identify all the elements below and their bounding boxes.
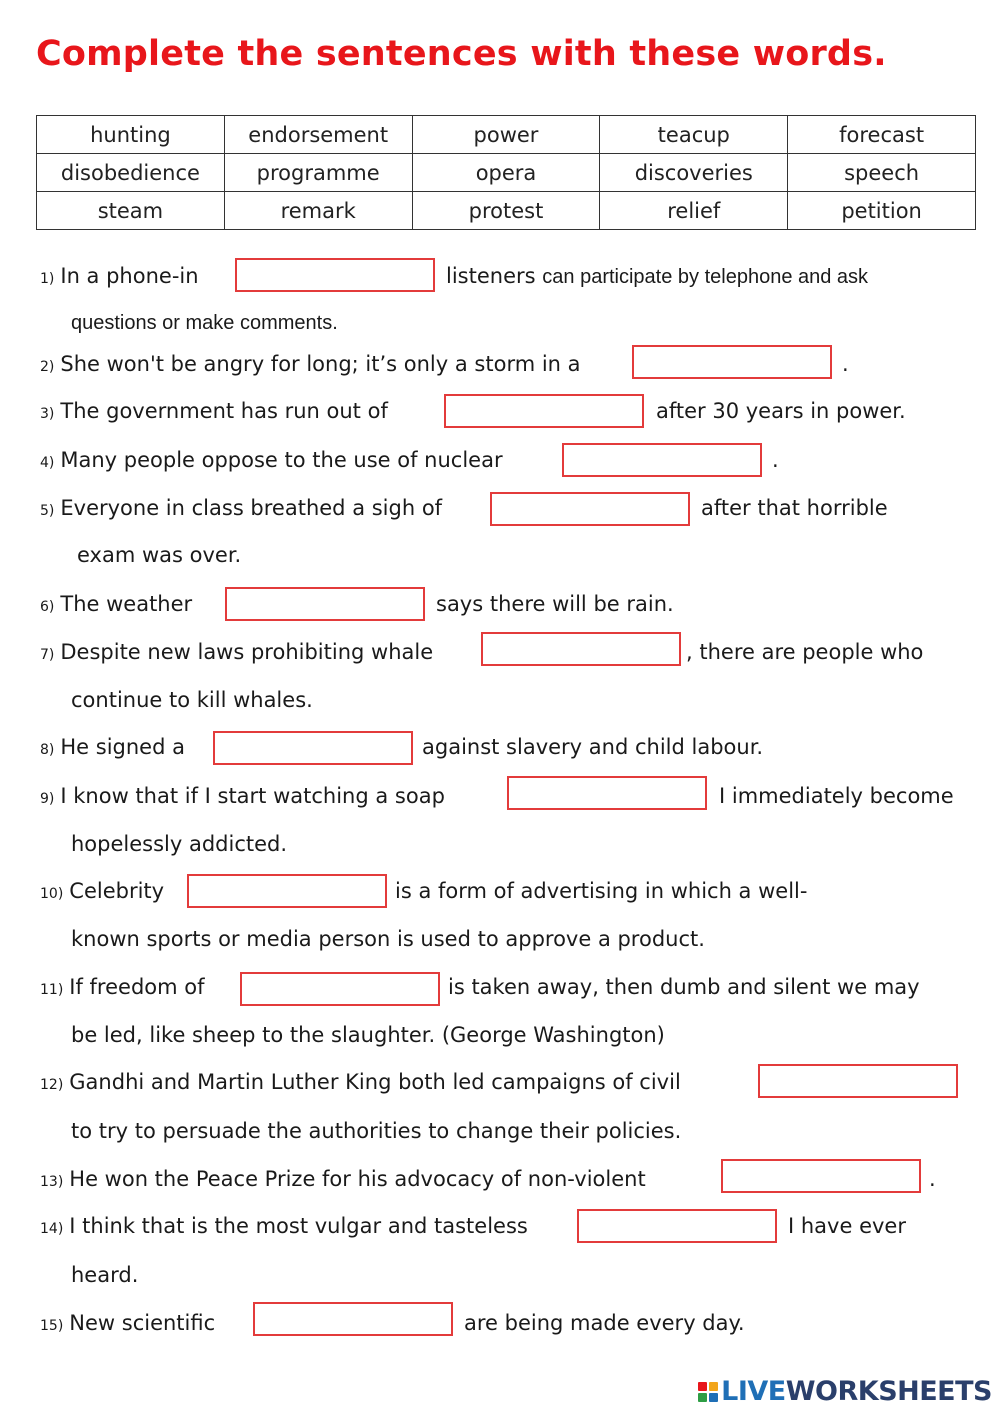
question-number: 4) [40,455,55,471]
question-number: 7) [40,647,55,663]
answer-input-2[interactable] [632,345,832,379]
question-6-continuation: says there will be rain. [436,592,674,616]
word-bank-row [37,192,976,230]
question-2-end: . [842,352,849,376]
question-text: Everyone in class breathed a sigh of [60,496,443,520]
answer-input-1[interactable] [235,258,435,292]
question-text: New scientific [69,1311,216,1335]
question-12-line-2: to try to persuade the authorities to change their policies. [71,1119,682,1143]
word-bank-cell: power [412,116,600,154]
question-11 [40,975,205,999]
question-8 [40,735,185,759]
question-1 [40,264,199,288]
question-10 [40,879,164,903]
question-5-line-2: exam was over. [77,543,242,567]
word-bank-cell: steam [37,192,225,230]
word-bank-cell: protest [412,192,600,230]
question-text: listeners [446,264,536,288]
question-8-continuation: against slavery and child labour. [422,735,764,759]
answer-input-4[interactable] [562,443,762,477]
question-text: I think that is the most vulgar and tasteless [69,1214,528,1238]
question-text: The weather [60,592,193,616]
answer-input-3[interactable] [444,394,644,428]
answer-input-15[interactable] [253,1302,453,1336]
word-bank-row [37,154,976,192]
word-bank-cell: opera [412,154,600,192]
word-bank-cell: programme [224,154,412,192]
word-bank-cell: endorsement [224,116,412,154]
question-text: He signed a [60,735,185,759]
question-4 [40,448,503,472]
word-bank-cell: discoveries [600,154,788,192]
question-text: Despite new laws prohibiting whale [60,640,434,664]
question-9 [40,784,445,808]
question-10-line-2: known sports or media person is used to approve a product. [71,927,705,951]
word-bank-cell: remark [224,192,412,230]
answer-input-12[interactable] [758,1064,958,1098]
question-number: 14) [40,1221,64,1237]
question-5-continuation: after that horrible [701,496,888,520]
question-text: He won the Peace Prize for his advocacy of non-violent [69,1167,646,1191]
answer-input-5[interactable] [490,492,690,526]
question-4-end: . [772,448,779,472]
question-text: Gandhi and Martin Luther King both led campaigns of civil [69,1070,681,1094]
word-bank-cell: hunting [37,116,225,154]
word-bank-table [36,115,976,230]
liveworksheets-logo [698,1376,992,1407]
answer-input-11[interactable] [240,972,440,1006]
word-bank-cell: petition [788,192,976,230]
answer-input-10[interactable] [187,874,387,908]
question-text: The government has run out of [60,399,388,423]
question-number: 3) [40,406,55,422]
question-7-line-2: continue to kill whales. [71,688,313,712]
word-bank-cell: disobedience [37,154,225,192]
question-3-continuation: after 30 years in power. [656,399,906,423]
word-bank-cell: speech [788,154,976,192]
answer-input-7[interactable] [481,632,681,666]
question-number: 5) [40,503,55,519]
question-text: can participate by telephone and ask [542,266,869,288]
word-bank-row [37,116,976,154]
answer-input-6[interactable] [225,587,425,621]
question-14-line-2: heard. [71,1263,139,1287]
question-14 [40,1214,528,1238]
question-14-continuation: I have ever [788,1214,906,1238]
question-1-line-2: questions or make comments. [71,312,338,334]
logo-text-prefix: LIVE [721,1376,786,1407]
question-number: 9) [40,791,55,807]
word-bank-cell: forecast [788,116,976,154]
question-15-continuation: are being made every day. [464,1311,745,1335]
question-6 [40,592,192,616]
question-12 [40,1070,681,1094]
question-1-continuation [446,264,868,289]
question-13-end: . [929,1167,936,1191]
question-number: 1) [40,271,55,287]
question-number: 13) [40,1174,64,1190]
logo-mark-icon [698,1382,718,1402]
answer-input-13[interactable] [721,1159,921,1193]
question-text: In a phone-in [60,264,199,288]
question-number: 8) [40,742,55,758]
question-10-continuation: is a form of advertising in which a well- [395,879,808,903]
question-number: 12) [40,1077,64,1093]
question-text: She won't be angry for long; it’s only a storm in a [60,352,581,376]
question-9-continuation: I immediately become [719,784,954,808]
question-text: Many people oppose to the use of nuclear [60,448,503,472]
question-number: 11) [40,982,64,998]
question-number: 2) [40,359,55,375]
question-15 [40,1311,215,1335]
question-11-line-2: be led, like sheep to the slaughter. (George Washington) [71,1023,665,1047]
question-number: 15) [40,1318,64,1334]
answer-input-14[interactable] [577,1209,777,1243]
question-text: Celebrity [69,879,165,903]
question-13 [40,1167,646,1191]
question-7-continuation: , there are people who [686,640,924,664]
question-3 [40,399,388,423]
question-7 [40,640,433,664]
answer-input-9[interactable] [507,776,707,810]
answer-input-8[interactable] [213,731,413,765]
worksheet-title: Complete the sentences with these words. [36,34,887,74]
question-number: 10) [40,886,64,902]
question-text: If freedom of [69,975,205,999]
word-bank-cell: teacup [600,116,788,154]
question-9-line-2: hopelessly addicted. [71,832,288,856]
word-bank-cell: relief [600,192,788,230]
question-text: I know that if I start watching a soap [60,784,445,808]
question-2 [40,352,581,376]
question-5 [40,496,442,520]
question-number: 6) [40,599,55,615]
logo-text-suffix: WORKSHEETS [785,1376,992,1407]
question-11-continuation: is taken away, then dumb and silent we may [448,975,920,999]
